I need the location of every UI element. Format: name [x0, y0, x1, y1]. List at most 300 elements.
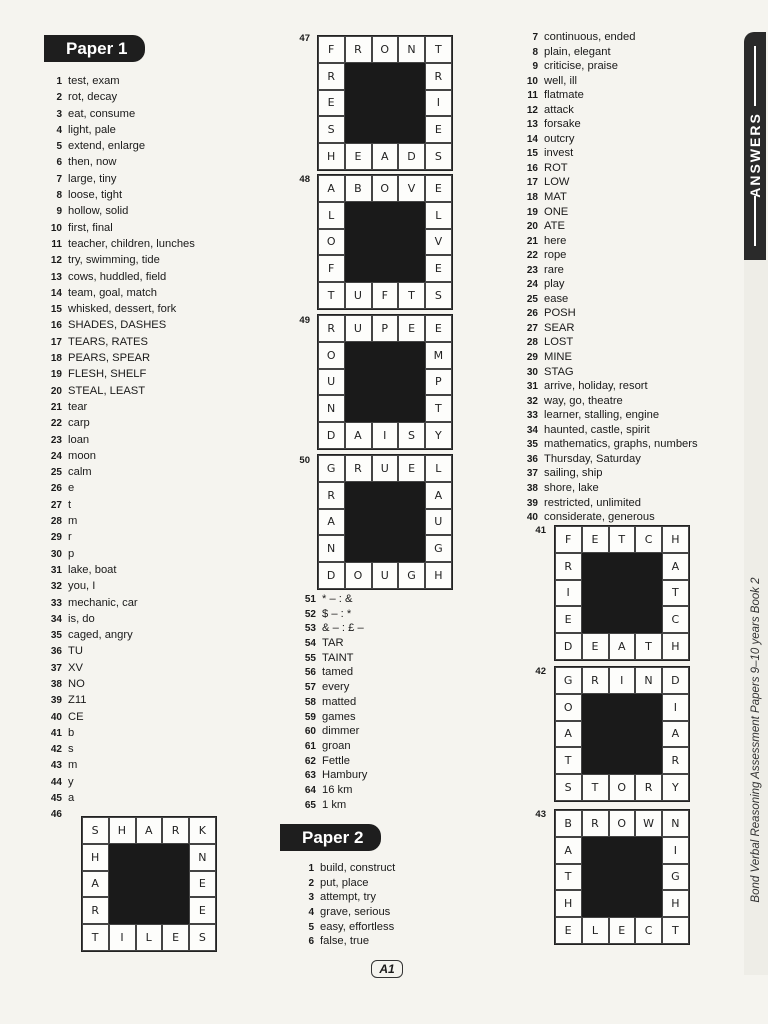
- grid-letter-cell: O: [345, 562, 372, 589]
- answer-text: Z11: [68, 694, 87, 707]
- answer-item: [38, 236, 195, 252]
- paper-1-answers-col2: [292, 592, 367, 812]
- grid-black-centre: [345, 482, 425, 562]
- grid-letter-cell: P: [372, 315, 399, 342]
- answer-text: grave, serious: [320, 906, 391, 919]
- grid-letter-cell: L: [318, 202, 345, 229]
- answer-number: 56: [304, 667, 316, 679]
- answer-item: [38, 334, 195, 350]
- answer-item: [290, 920, 395, 935]
- grid-letter-cell: C: [662, 606, 689, 633]
- answer-text: here: [544, 234, 567, 247]
- answer-item: [38, 725, 195, 741]
- answer-item: [38, 220, 195, 236]
- answer-item: [38, 366, 195, 382]
- paper-1-answers-col1: [38, 73, 195, 823]
- grid-number: 42: [535, 666, 546, 677]
- word-grid-41: [554, 525, 690, 661]
- grid-letter-cell: E: [582, 633, 609, 660]
- answer-number: 12: [526, 104, 538, 116]
- answer-number: 62: [304, 755, 316, 767]
- grid-number: 49: [299, 315, 310, 326]
- answer-text: arrive, holiday, resort: [544, 380, 648, 393]
- answer-number: 28: [526, 337, 538, 349]
- answer-item: [38, 774, 195, 790]
- grid-letter-cell: T: [662, 917, 689, 944]
- grid-letter-cell: U: [345, 282, 372, 309]
- grid-letter-cell: G: [425, 535, 452, 562]
- grid-letter-cell: U: [345, 315, 372, 342]
- answer-text: m: [68, 759, 78, 772]
- grid-letter-cell: G: [662, 864, 689, 891]
- answer-number: 58: [304, 696, 316, 708]
- answer-text: teacher, children, lunches: [68, 237, 195, 250]
- answer-number: 37: [526, 468, 538, 480]
- grid-letter-cell: V: [425, 229, 452, 256]
- answer-item: [38, 480, 195, 496]
- grid-letter-cell: T: [582, 774, 609, 801]
- grid-letter-cell: O: [318, 229, 345, 256]
- page-number: A1: [371, 960, 403, 978]
- paper-1-answers-col3: [514, 30, 698, 525]
- grid-black-centre: [582, 694, 662, 774]
- grid-letter-cell: H: [82, 844, 109, 871]
- answer-item: [514, 321, 698, 336]
- answer-number: 10: [526, 75, 538, 87]
- answer-item: [38, 252, 195, 268]
- answer-number: 1: [56, 76, 62, 87]
- answer-item: [292, 739, 367, 754]
- grid-letter-cell: I: [109, 924, 136, 951]
- answer-number: 52: [304, 608, 316, 620]
- grid-letter-cell: H: [109, 817, 136, 844]
- answer-text: y: [68, 775, 74, 788]
- grid-letter-cell: M: [425, 342, 452, 369]
- answer-text: criticise, praise: [544, 60, 618, 73]
- answer-number: 61: [304, 740, 316, 752]
- grid-letter-cell: E: [189, 897, 216, 924]
- answer-number: 35: [526, 439, 538, 451]
- grid-letter-cell: S: [425, 282, 452, 309]
- grid-letter-cell: F: [318, 36, 345, 63]
- answer-item: [290, 861, 395, 876]
- grid-letter-cell: D: [555, 633, 582, 660]
- answer-text: t: [68, 498, 72, 511]
- answer-text: forsake: [544, 118, 581, 131]
- answer-text: e: [68, 482, 75, 495]
- paper-1-heading: Paper 1: [44, 35, 145, 62]
- answer-text: TEARS, RATES: [68, 335, 148, 348]
- answer-item: [38, 415, 195, 431]
- answer-item: [290, 905, 395, 920]
- grid-letter-cell: N: [398, 36, 425, 63]
- answer-number: 20: [526, 221, 538, 233]
- grid-letter-cell: D: [398, 143, 425, 170]
- word-grid-46: [81, 816, 217, 952]
- answer-number: 32: [50, 581, 62, 593]
- grid-letter-cell: T: [609, 526, 636, 553]
- grid-letter-cell: I: [372, 422, 399, 449]
- grid-letter-cell: E: [425, 255, 452, 282]
- answer-item: [514, 379, 698, 394]
- grid-letter-cell: T: [82, 924, 109, 951]
- answer-item: [292, 651, 367, 666]
- answer-number: 36: [50, 646, 62, 658]
- grid-black-centre: [345, 202, 425, 282]
- answer-number: 44: [50, 776, 62, 788]
- answer-number: 30: [50, 548, 62, 560]
- answer-number: 6: [308, 936, 314, 948]
- answer-item: [514, 59, 698, 74]
- answer-text: light, pale: [68, 123, 116, 136]
- grid-letter-cell: R: [555, 553, 582, 580]
- answer-number: 21: [526, 235, 538, 247]
- grid-letter-cell: O: [609, 774, 636, 801]
- answer-text: Fettle: [322, 754, 350, 767]
- answer-text: rope: [544, 249, 567, 262]
- answer-number: 26: [50, 483, 62, 495]
- grid-letter-cell: E: [582, 526, 609, 553]
- answer-item: [38, 317, 195, 333]
- answer-number: 60: [304, 726, 316, 738]
- answer-number: 35: [50, 630, 62, 642]
- word-grid-47: [317, 35, 453, 171]
- grid-letter-cell: B: [555, 810, 582, 837]
- grid-letter-cell: R: [162, 817, 189, 844]
- answer-number: 13: [526, 119, 538, 131]
- answer-text: CE: [68, 710, 84, 723]
- grid-letter-cell: H: [555, 890, 582, 917]
- answer-number: 54: [304, 638, 316, 650]
- answer-number: 42: [50, 744, 62, 756]
- answer-text: false, true: [320, 935, 370, 948]
- grid-letter-cell: D: [318, 422, 345, 449]
- grid-letter-cell: R: [318, 482, 345, 509]
- answer-number: 18: [526, 192, 538, 204]
- answer-number: 40: [526, 512, 538, 524]
- answer-text: play: [544, 278, 565, 291]
- answer-number: 24: [526, 279, 538, 291]
- answer-text: groan: [322, 739, 351, 752]
- answer-text: tear: [68, 400, 88, 413]
- answer-item: [38, 578, 195, 594]
- answer-number: 17: [526, 177, 538, 189]
- answer-item: [514, 510, 698, 525]
- grid-letter-cell: R: [582, 667, 609, 694]
- answer-text: FLESH, SHELF: [68, 368, 147, 381]
- answer-text: mechanic, car: [68, 596, 138, 609]
- answer-number: 4: [56, 124, 62, 136]
- grid-letter-cell: S: [398, 422, 425, 449]
- grid-letter-cell: A: [318, 509, 345, 536]
- answer-item: [292, 695, 367, 710]
- grid-letter-cell: H: [662, 633, 689, 660]
- answer-text: a: [68, 792, 75, 805]
- answer-text: build, construct: [320, 862, 396, 874]
- answer-text: TAINT: [322, 651, 354, 664]
- answer-item: [38, 269, 195, 285]
- grid-letter-cell: A: [662, 721, 689, 748]
- grid-letter-cell: U: [425, 509, 452, 536]
- grid-letter-cell: P: [425, 369, 452, 396]
- answer-number: 15: [50, 304, 62, 316]
- grid-letter-cell: C: [635, 526, 662, 553]
- grid-black-centre: [582, 837, 662, 917]
- answer-number: 39: [50, 695, 62, 707]
- answer-number: 20: [50, 385, 62, 397]
- answer-number: 57: [304, 682, 316, 694]
- grid-letter-cell: T: [662, 580, 689, 607]
- answer-text: every: [322, 681, 350, 694]
- answer-text: ROT: [544, 161, 568, 174]
- answer-number: 16: [50, 320, 62, 332]
- answer-number: 17: [50, 336, 62, 348]
- grid-letter-cell: G: [318, 455, 345, 482]
- grid-letter-cell: R: [345, 455, 372, 482]
- answer-number: 7: [56, 173, 62, 185]
- grid-letter-cell: H: [425, 562, 452, 589]
- grid-letter-cell: R: [425, 63, 452, 90]
- answer-text: ONE: [544, 205, 569, 218]
- answer-item: [514, 452, 698, 467]
- grid-letter-cell: V: [398, 175, 425, 202]
- grid-letter-cell: K: [189, 817, 216, 844]
- answer-number: 8: [532, 46, 538, 58]
- answer-item: [514, 496, 698, 511]
- answer-item: [514, 335, 698, 350]
- grid-letter-cell: O: [372, 36, 399, 63]
- grid-letter-cell: T: [635, 633, 662, 660]
- answer-text: put, place: [320, 876, 369, 889]
- answer-item: [38, 301, 195, 317]
- answer-item: [514, 45, 698, 60]
- grid-letter-cell: S: [189, 924, 216, 951]
- answer-item: [514, 306, 698, 321]
- answer-number: 24: [50, 450, 62, 462]
- answer-text: eat, consume: [68, 107, 136, 120]
- answer-number: 45: [50, 793, 62, 805]
- answer-text: TU: [68, 645, 83, 658]
- answer-text: MINE: [544, 351, 572, 364]
- word-grid-50: [317, 454, 453, 590]
- answer-number: 34: [526, 424, 538, 436]
- answer-item: [514, 117, 698, 132]
- answer-number: 22: [50, 418, 62, 430]
- answer-number: 28: [50, 516, 62, 528]
- grid-letter-cell: N: [318, 535, 345, 562]
- grid-letter-cell: T: [398, 282, 425, 309]
- answer-item: [514, 175, 698, 190]
- answer-item: [514, 423, 698, 438]
- answer-number: 34: [50, 613, 62, 625]
- answer-number: 23: [50, 434, 62, 446]
- answer-text: Thursday, Saturday: [544, 452, 641, 465]
- answer-text: well, ill: [544, 74, 577, 87]
- answer-text: SEAR: [544, 321, 575, 334]
- answer-text: shore, lake: [544, 481, 599, 494]
- grid-letter-cell: N: [662, 810, 689, 837]
- answer-text: outcry: [544, 132, 575, 145]
- grid-letter-cell: O: [609, 810, 636, 837]
- grid-letter-cell: S: [555, 774, 582, 801]
- answer-text: flatmate: [544, 89, 584, 102]
- answer-text: b: [68, 726, 75, 739]
- grid-letter-cell: I: [662, 694, 689, 721]
- answer-text: you, I: [68, 580, 96, 593]
- answer-text: Hambury: [322, 769, 368, 782]
- answer-number: 46: [50, 809, 62, 821]
- grid-number: 43: [535, 809, 546, 820]
- answer-number: 4: [308, 907, 314, 919]
- answer-item: [38, 676, 195, 692]
- grid-letter-cell: E: [425, 116, 452, 143]
- answer-number: 63: [304, 770, 316, 782]
- word-grid-48: [317, 174, 453, 310]
- grid-black-centre: [345, 342, 425, 422]
- answer-number: 2: [308, 877, 314, 889]
- answer-text: haunted, castle, spirit: [544, 423, 650, 436]
- answer-number: 29: [526, 352, 538, 364]
- answer-item: [38, 643, 195, 659]
- answer-number: 65: [304, 799, 316, 811]
- grid-letter-cell: Y: [425, 422, 452, 449]
- answer-number: 13: [50, 271, 62, 283]
- answer-text: calm: [68, 466, 92, 479]
- answer-number: 27: [50, 499, 62, 511]
- grid-letter-cell: E: [345, 143, 372, 170]
- answer-item: [38, 692, 195, 708]
- answer-text: mathematics, graphs, numbers: [544, 438, 698, 451]
- answer-item: [38, 595, 195, 611]
- answer-text: restricted, unlimited: [544, 496, 641, 509]
- answer-number: 11: [51, 238, 62, 250]
- answer-item: [38, 89, 195, 105]
- answer-item: [514, 408, 698, 423]
- answer-text: sailing, ship: [544, 467, 603, 480]
- answer-item: [38, 497, 195, 513]
- answer-item: [514, 394, 698, 409]
- answer-item: [514, 219, 698, 234]
- grid-letter-cell: E: [318, 90, 345, 117]
- answer-number: 64: [304, 784, 316, 796]
- answer-text: carp: [68, 417, 90, 430]
- answer-text: is, do: [68, 612, 95, 625]
- answer-item: [38, 171, 195, 187]
- answer-item: [514, 30, 698, 45]
- answer-text: first, final: [68, 221, 113, 234]
- answer-number: 55: [304, 652, 316, 664]
- answer-number: 10: [50, 222, 62, 234]
- grid-letter-cell: U: [372, 562, 399, 589]
- grid-letter-cell: H: [662, 890, 689, 917]
- grid-letter-cell: L: [425, 202, 452, 229]
- answer-number: 15: [526, 148, 538, 160]
- word-grid-49: [317, 314, 453, 450]
- grid-letter-cell: B: [345, 175, 372, 202]
- answer-text: SHADES, DASHES: [68, 319, 167, 332]
- grid-letter-cell: E: [398, 315, 425, 342]
- grid-letter-cell: A: [555, 721, 582, 748]
- grid-number: 47: [299, 33, 310, 44]
- word-grid-42: [554, 666, 690, 802]
- answer-text: NO: [68, 677, 85, 690]
- grid-letter-cell: R: [82, 897, 109, 924]
- answer-item: [514, 466, 698, 481]
- side-tab-line-bottom: [754, 196, 756, 246]
- answer-number: 14: [50, 287, 62, 299]
- answer-text: 16 km: [322, 783, 353, 796]
- grid-letter-cell: S: [318, 116, 345, 143]
- answer-number: 38: [50, 678, 62, 690]
- grid-letter-cell: A: [318, 175, 345, 202]
- grid-letter-cell: U: [318, 369, 345, 396]
- answer-item: [38, 546, 195, 562]
- grid-letter-cell: N: [635, 667, 662, 694]
- grid-letter-cell: T: [318, 282, 345, 309]
- grid-letter-cell: T: [425, 36, 452, 63]
- answer-number: 31: [50, 564, 62, 576]
- answer-text: ATE: [544, 220, 565, 233]
- grid-letter-cell: H: [662, 526, 689, 553]
- grid-letter-cell: A: [662, 553, 689, 580]
- grid-letter-cell: E: [555, 606, 582, 633]
- answer-item: [38, 790, 195, 806]
- answer-item: [514, 205, 698, 220]
- answer-number: 14: [526, 133, 538, 145]
- answer-item: [292, 768, 367, 783]
- answer-number: 8: [56, 190, 62, 202]
- grid-letter-cell: A: [609, 633, 636, 660]
- grid-letter-cell: D: [662, 667, 689, 694]
- grid-letter-cell: O: [372, 175, 399, 202]
- grid-black-centre: [345, 63, 425, 143]
- grid-letter-cell: A: [345, 422, 372, 449]
- grid-letter-cell: S: [82, 817, 109, 844]
- answer-text: & – : £ –: [322, 622, 364, 635]
- answer-text: plain, elegant: [544, 45, 611, 58]
- answer-text: test, exam: [68, 75, 120, 87]
- answer-number: 21: [50, 401, 62, 413]
- answer-item: [290, 876, 395, 891]
- answer-number: 9: [56, 206, 62, 218]
- answer-text: considerate, generous: [544, 511, 655, 524]
- answer-item: [38, 464, 195, 480]
- answer-item: [514, 103, 698, 118]
- answer-text: then, now: [68, 156, 117, 169]
- grid-letter-cell: F: [372, 282, 399, 309]
- answer-number: 59: [304, 711, 316, 723]
- grid-letter-cell: O: [318, 342, 345, 369]
- answer-item: [514, 146, 698, 161]
- answer-item: [514, 277, 698, 292]
- answer-item: [38, 448, 195, 464]
- grid-letter-cell: R: [318, 315, 345, 342]
- grid-letter-cell: R: [635, 774, 662, 801]
- grid-letter-cell: I: [609, 667, 636, 694]
- grid-letter-cell: W: [635, 810, 662, 837]
- answer-text: $ – : *: [322, 607, 352, 620]
- answer-text: matted: [322, 695, 357, 708]
- answer-text: ease: [544, 292, 569, 305]
- answer-item: [38, 383, 195, 399]
- grid-letter-cell: E: [398, 455, 425, 482]
- answer-item: [292, 724, 367, 739]
- answer-text: rare: [544, 263, 564, 276]
- answer-number: 32: [526, 395, 538, 407]
- answer-text: dimmer: [322, 725, 360, 738]
- grid-letter-cell: C: [635, 917, 662, 944]
- answer-text: extend, enlarge: [68, 140, 146, 153]
